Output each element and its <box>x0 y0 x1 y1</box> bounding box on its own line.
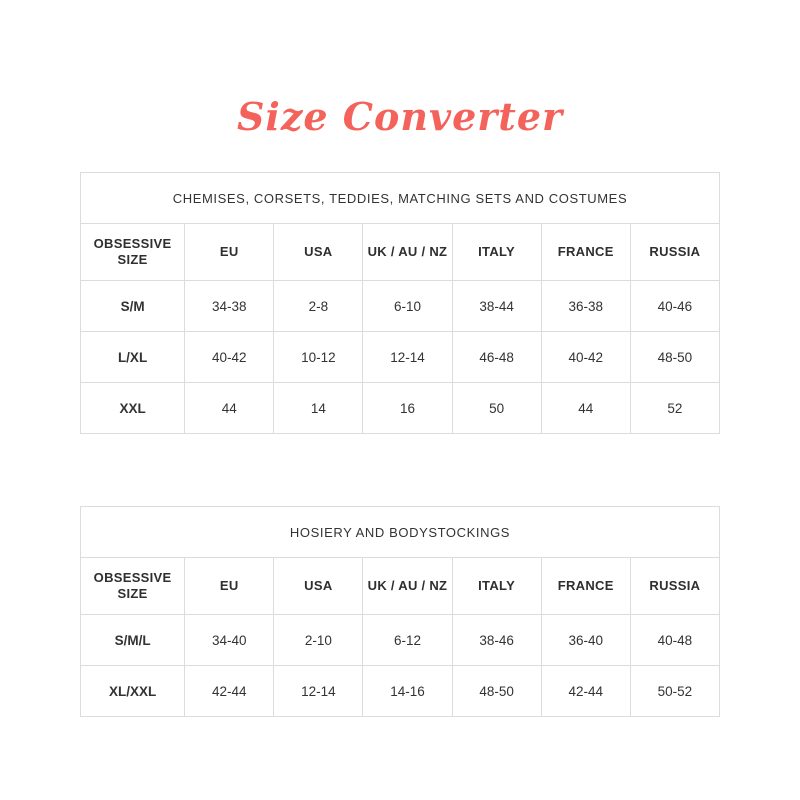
size-table-hosiery <box>80 506 720 717</box>
cell-russia: 52 <box>630 383 719 434</box>
table-row <box>81 383 720 434</box>
cell-russia: 48-50 <box>630 332 719 383</box>
cell-eu: 34-38 <box>185 281 274 332</box>
cell-france: 36-38 <box>541 281 630 332</box>
table-section-title-row <box>81 173 720 224</box>
cell-russia: 40-48 <box>630 615 719 666</box>
column-header-usa: USA <box>274 224 363 281</box>
column-header-italy: ITALY <box>452 558 541 615</box>
cell-france: 36-40 <box>541 615 630 666</box>
cell-uk-au-nz: 14-16 <box>363 666 452 717</box>
table-row <box>81 615 720 666</box>
table-row <box>81 281 720 332</box>
cell-usa: 2-10 <box>274 615 363 666</box>
table-header-row <box>81 558 720 615</box>
cell-usa: 2-8 <box>274 281 363 332</box>
section-title: CHEMISES, CORSETS, TEDDIES, MATCHING SETS AND COSTUMES <box>81 173 720 224</box>
cell-uk-au-nz: 12-14 <box>363 332 452 383</box>
cell-size: S/M <box>81 281 185 332</box>
size-table-apparel <box>80 172 720 434</box>
section-title: HOSIERY AND BODYSTOCKINGS <box>81 507 720 558</box>
table-header-row <box>81 224 720 281</box>
cell-france: 42-44 <box>541 666 630 717</box>
cell-size: S/M/L <box>81 615 185 666</box>
cell-france: 44 <box>541 383 630 434</box>
column-header-uk-au-nz: UK / AU / NZ <box>363 224 452 281</box>
cell-france: 40-42 <box>541 332 630 383</box>
cell-uk-au-nz: 6-12 <box>363 615 452 666</box>
cell-size: XL/XXL <box>81 666 185 717</box>
cell-italy: 46-48 <box>452 332 541 383</box>
size-table-apparel-wrapper <box>80 172 720 434</box>
table-row <box>81 332 720 383</box>
cell-uk-au-nz: 16 <box>363 383 452 434</box>
column-header-france: FRANCE <box>541 224 630 281</box>
column-header-uk-au-nz: UK / AU / NZ <box>363 558 452 615</box>
cell-usa: 12-14 <box>274 666 363 717</box>
cell-italy: 38-46 <box>452 615 541 666</box>
column-header-eu: EU <box>185 558 274 615</box>
column-header-france: FRANCE <box>541 558 630 615</box>
cell-italy: 48-50 <box>452 666 541 717</box>
cell-russia: 40-46 <box>630 281 719 332</box>
column-header-russia: RUSSIA <box>630 224 719 281</box>
page-title: Size Converter <box>236 94 564 139</box>
cell-eu: 44 <box>185 383 274 434</box>
cell-size: XXL <box>81 383 185 434</box>
column-header-obsessive-size: OBSESSIVE SIZE <box>81 224 185 281</box>
cell-eu: 42-44 <box>185 666 274 717</box>
cell-italy: 38-44 <box>452 281 541 332</box>
cell-eu: 34-40 <box>185 615 274 666</box>
table-row <box>81 666 720 717</box>
table-section-title-row <box>81 507 720 558</box>
cell-russia: 50-52 <box>630 666 719 717</box>
cell-usa: 14 <box>274 383 363 434</box>
column-header-usa: USA <box>274 558 363 615</box>
cell-eu: 40-42 <box>185 332 274 383</box>
column-header-russia: RUSSIA <box>630 558 719 615</box>
cell-size: L/XL <box>81 332 185 383</box>
column-header-italy: ITALY <box>452 224 541 281</box>
column-header-obsessive-size: OBSESSIVE SIZE <box>81 558 185 615</box>
cell-italy: 50 <box>452 383 541 434</box>
column-header-eu: EU <box>185 224 274 281</box>
size-table-hosiery-wrapper <box>80 506 720 717</box>
cell-usa: 10-12 <box>274 332 363 383</box>
cell-uk-au-nz: 6-10 <box>363 281 452 332</box>
